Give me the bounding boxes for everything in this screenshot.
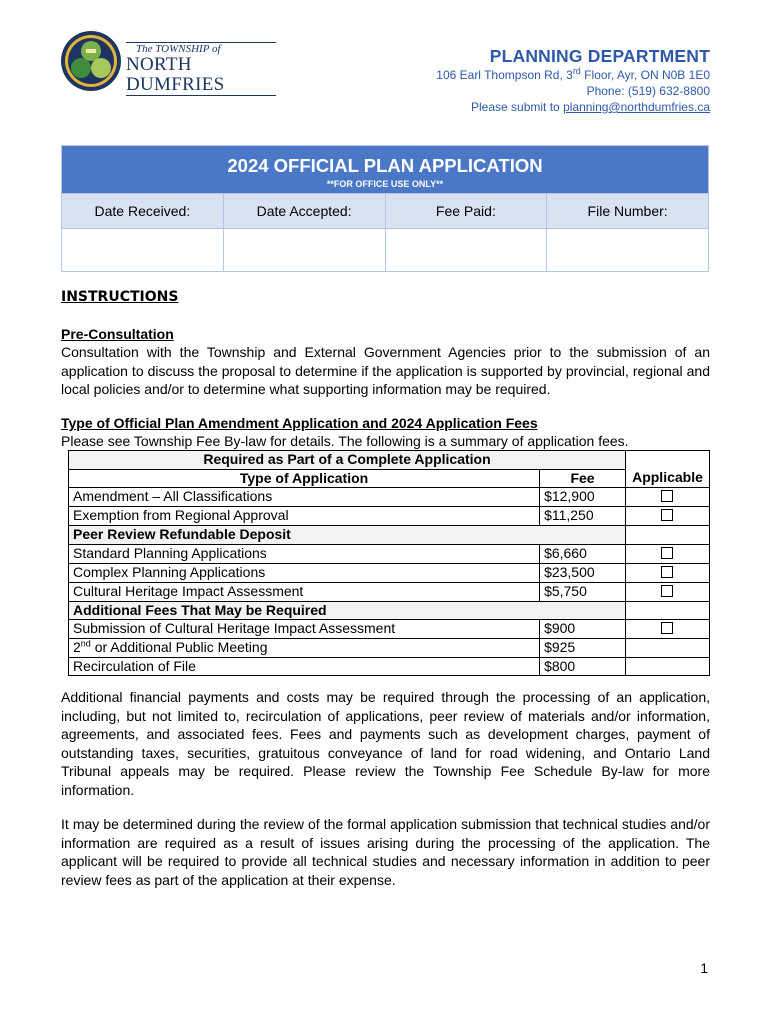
table-row: Complex Planning Applications $23,500 [69, 563, 710, 582]
section-additional-fees: Additional Fees That May be Required [69, 601, 626, 620]
fees-intro: Please see Township Fee By-law for details. The following is a summary of application fees. [61, 433, 629, 449]
table-row: Standard Planning Applications $6,660 [69, 544, 710, 563]
date-received-field[interactable] [62, 229, 224, 272]
office-use-table [61, 145, 709, 272]
page-number: 1 [700, 960, 708, 976]
pre-consultation-body: Consultation with the Township and External Government Agencies prior to the submission of an application to discuss the proposal to determine if the application is supported by provincial, regional and local policies and/or to determine what supporting information may be required. [61, 344, 710, 397]
file-number-label: File Number: [547, 194, 709, 229]
table-row: 2nd or Additional Public Meeting $925 [69, 639, 710, 658]
township-wordmark: The TOWNSHIP of NORTH DUMFRIES [126, 42, 276, 96]
technical-studies-paragraph: It may be determined during the review of the formal application submission that technical studies and/or information are required as a result of issues arising during the processing of the application. The applicant will be required to provide all technical studies and necessary information in addition to peer review fees as part of the application at their expense. [61, 816, 710, 888]
additional-payments-paragraph: Additional financial payments and costs may be required through the processing of an application, including, but not limited to, recirculation of applications, peer review of materials and/or information, agreements, and associated fees. Fees and payments such as development charges, payment of outstanding taxes, securities, gratuitous conveyance of land for road widening, and Ontario Land Tribunal appeals may be required. Please review the Township Fee Schedule By-law for more information. [61, 689, 710, 798]
fee-paid-label: Fee Paid: [385, 194, 547, 229]
department-title: PLANNING DEPARTMENT [489, 46, 710, 66]
table-row: Recirculation of File $800 [69, 657, 710, 676]
checkbox[interactable] [661, 585, 673, 597]
date-accepted-label: Date Accepted: [223, 194, 385, 229]
checkbox[interactable] [661, 622, 673, 634]
checkbox[interactable] [661, 509, 673, 521]
department-phone: Phone: (519) 632-8800 [586, 84, 710, 98]
department-submit: Please submit to planning@northdumfries.ca [471, 100, 710, 114]
date-accepted-field[interactable] [223, 229, 385, 272]
col-applicable-header: Applicable [625, 469, 709, 488]
fees-section-title: Type of Official Plan Amendment Application and 2024 Application Fees [61, 415, 538, 431]
checkbox[interactable] [661, 490, 673, 502]
section-peer-review: Peer Review Refundable Deposit [69, 526, 626, 545]
table-row: Exemption from Regional Approval $11,250 [69, 507, 710, 526]
checkbox[interactable] [661, 547, 673, 559]
email-link[interactable]: planning@northdumfries.ca [563, 100, 710, 114]
col-fee-header: Fee [540, 469, 626, 488]
department-address: 106 Earl Thompson Rd, 3rd Floor, Ayr, ON N0B 1E0 [436, 66, 710, 82]
pre-consultation-title: Pre-Consultation [61, 326, 174, 342]
file-number-field[interactable] [547, 229, 709, 272]
office-use-note: **FOR OFFICE USE ONLY** [326, 178, 444, 189]
checkbox[interactable] [661, 566, 673, 578]
fee-paid-field[interactable] [385, 229, 547, 272]
table-row: Submission of Cultural Heritage Impact Assessment $900 [69, 620, 710, 639]
fee-table-merged-header: Required as Part of a Complete Application [69, 451, 626, 470]
application-title: 2024 OFFICIAL PLAN APPLICATION [227, 154, 543, 176]
department-header [436, 46, 710, 115]
fee-table [68, 450, 710, 676]
application-title-banner [62, 146, 709, 194]
date-received-label: Date Received: [62, 194, 224, 229]
table-row: Amendment – All Classifications $12,900 [69, 488, 710, 507]
table-row: Cultural Heritage Impact Assessment $5,750 [69, 582, 710, 601]
township-logo [60, 30, 122, 92]
col-type-header: Type of Application [69, 469, 540, 488]
instructions-heading: INSTRUCTIONS [61, 289, 179, 305]
